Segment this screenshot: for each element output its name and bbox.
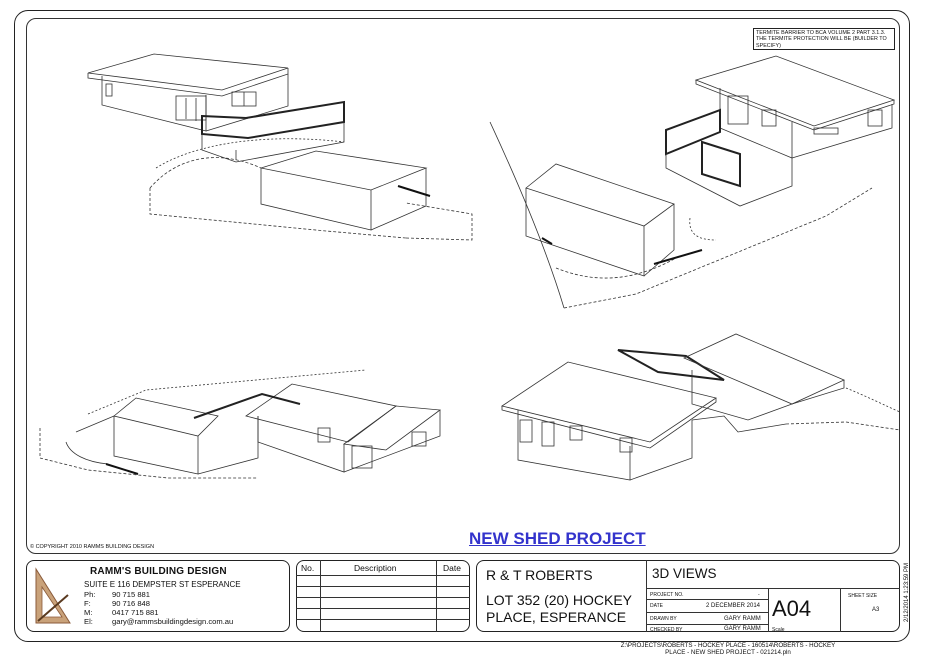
rev-row-line (296, 608, 470, 609)
3d-views-drawing (26, 18, 900, 554)
rev-divider (320, 560, 321, 632)
drawing-title: 3D VIEWS (652, 566, 717, 581)
contact-phone: 90 715 881 (112, 590, 151, 599)
contact-label-fax: F: (84, 599, 91, 608)
rev-row-line (296, 575, 470, 576)
client-name: R & T ROBERTS (486, 567, 593, 583)
view-bottom-right (502, 334, 900, 480)
project-title-link[interactable]: NEW SHED PROJECT (469, 529, 646, 548)
contact-fax: 90 716 848 (112, 599, 151, 608)
tb-divider (840, 588, 841, 632)
rev-row-line (296, 586, 470, 587)
tb-divider (646, 560, 647, 632)
rev-header-no: No. (301, 563, 315, 573)
view-top-right (490, 56, 894, 308)
drawn-by-value: GARY RAMM (724, 616, 761, 622)
tb-row-line (646, 612, 768, 613)
checked-by-value: GARY RAMM (724, 626, 761, 632)
site-address-line1: LOT 352 (20) HOCKEY (486, 592, 633, 608)
sheet-number: A04 (772, 596, 812, 621)
file-path: Z:\PROJECTS\ROBERTS - HOCKEY PLACE - 160514\ROBERTS - HOCKEY PLACE - NEW SHED PROJECT - 021214.pln (620, 642, 836, 656)
view-top-left (88, 54, 472, 240)
sheet-size-label: SHEET SIZE (848, 593, 878, 599)
rev-header-description: Description (354, 563, 397, 573)
view-bottom-left (40, 370, 440, 478)
rev-row-line (296, 597, 470, 598)
company-name: RAMM'S BUILDING DESIGN (90, 566, 227, 577)
site-address-line2: PLACE, ESPERANCE (486, 609, 627, 625)
copyright-note: © COPYRIGHT 2010 RAMMS BUILDING DESIGN (30, 544, 155, 550)
date-label: DATE (650, 603, 663, 609)
contact-mobile: 0417 715 881 (112, 608, 159, 617)
contact-label-email: El: (84, 617, 93, 626)
sheet-size-value: A3 (872, 607, 880, 613)
print-timestamp: 2/12/2014 1:23:59 PM (904, 562, 910, 622)
contact-label-mobile: M: (84, 608, 93, 617)
date-value: 2 DECEMBER 2014 (706, 603, 761, 609)
tb-row-line (646, 588, 900, 589)
tb-row-line (646, 624, 768, 625)
project-no-value: - (758, 592, 760, 598)
company-address: SUITE E 116 DEMPSTER ST ESPERANCE (84, 580, 241, 589)
contact-email[interactable]: gary@rammsbuildingdesign.com.au (112, 617, 234, 626)
rev-divider (436, 560, 437, 632)
tb-row-line (646, 599, 768, 600)
termite-note: TERMITE BARRIER TO BCA VOLUME 2 PART 3.1.3. THE TERMITE PROTECTION WILL BE (BUILDER TO SPECIFY) (753, 28, 895, 50)
rev-row-line (296, 619, 470, 620)
project-no-label: PROJECT NO. (650, 592, 684, 598)
drawn-by-label: DRAWN BY (650, 616, 677, 622)
scale-label: Scale (772, 627, 785, 633)
checked-by-label: CHECKED BY (650, 627, 683, 633)
contact-label-phone: Ph: (84, 590, 96, 599)
ramms-logo-icon (32, 565, 72, 627)
rev-header-date: Date (443, 563, 461, 573)
tb-divider (768, 588, 769, 632)
